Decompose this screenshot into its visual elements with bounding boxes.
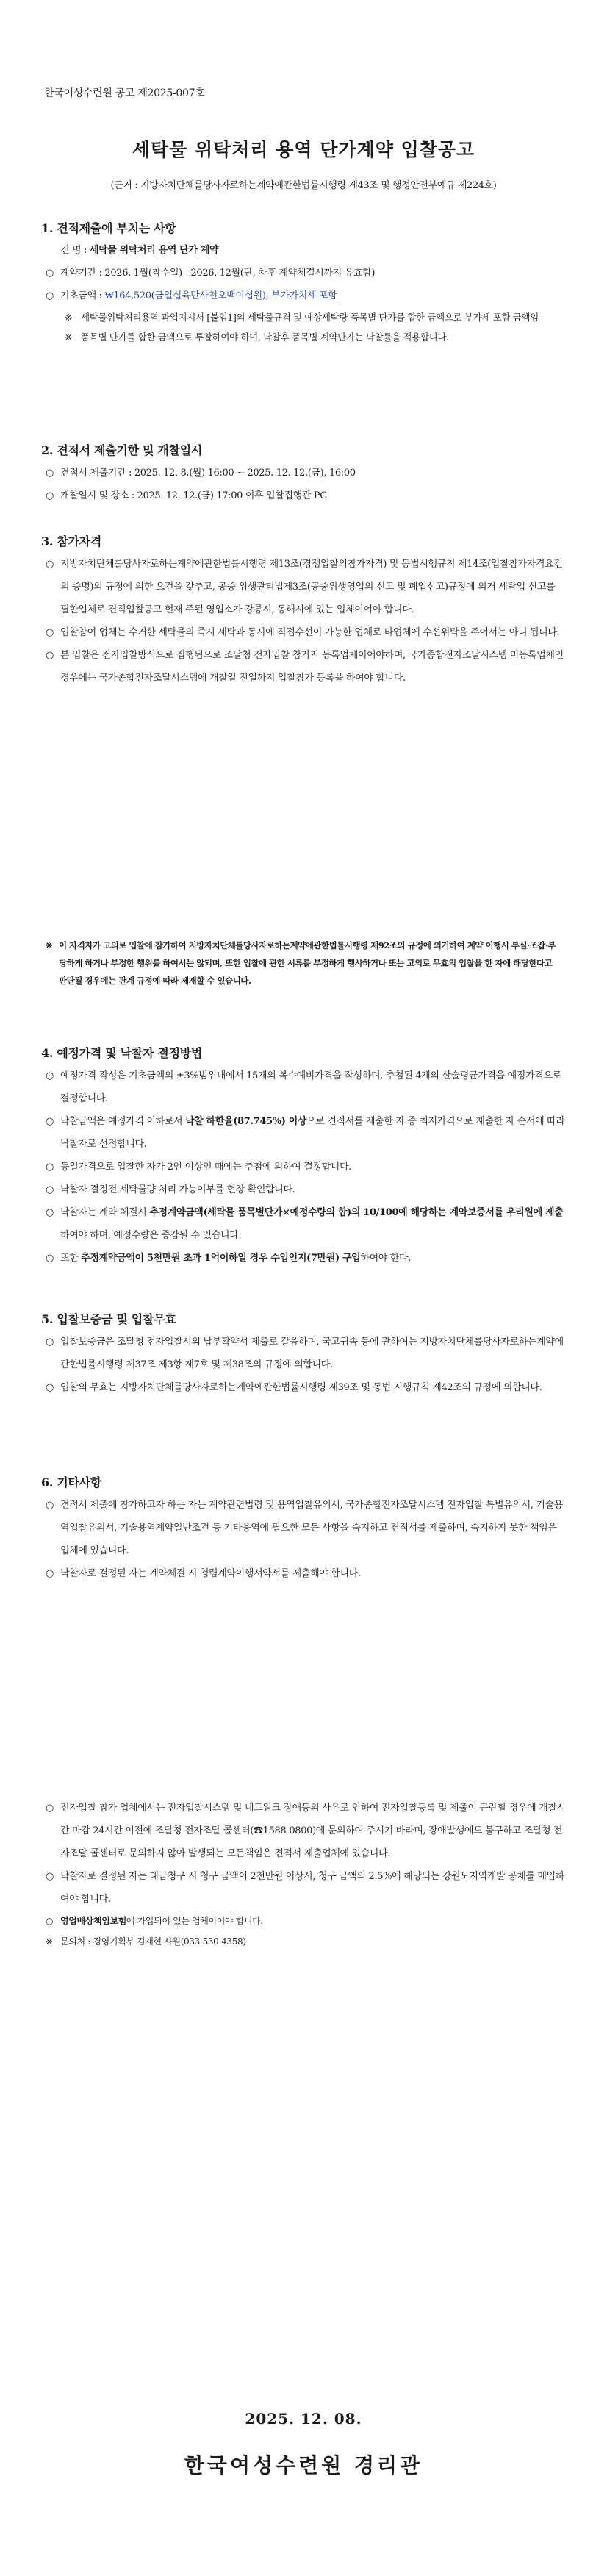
bullet-icon: ○	[46, 1568, 54, 1579]
section-5-heading: 5. 입찰보증금 및 입찰무효	[41, 1312, 176, 1326]
note-item: ※ 세탁물위탁처리용역 과업지시서 [붙임1]의 세탁물규격 및 예상세탁량 품목별 단가를 합한 금액으로 부가세 포함 금액임	[44, 307, 566, 327]
bullet-icon: ○	[46, 468, 54, 479]
list-item: ○ 또한 추정계약금액이 5천만원 초과 1억이하일 경우 수입인지(7만원) 구입하여야 한다.	[44, 1247, 566, 1270]
section-4-body	[44, 1065, 566, 1270]
bullet-icon: ○	[46, 290, 54, 301]
list-item: ○ 지방자치단체를당사자로하는계약에관한법률시행령 제13조(경쟁입찰의참가자격) 및 동법시행규칙 제14조(입찰참가자격요건의 증명)의 규정에 의한 요건을 갖추고, 공중 위생관리법제3조(공중위생영업의 신고 및 폐업신고)규정에 의거 세탁업 신고를 필한업체로 견적입찰공고 현재 주된 영업소가 강릉시, 동해시에 있는 업체이어야 합니다.	[44, 553, 566, 621]
base-price	[44, 285, 566, 307]
page-title: 세탁물 위탁처리 용역 단가계약 입찰공고	[132, 139, 475, 160]
section-4-heading: 4. 예정가격 및 낙찰자 결정방법	[41, 1046, 203, 1060]
list-item: ○ 낙찰자는 계약 체결시 추정계약금액(세탁물 품목별단가×예정수량의 합)의 10/100에 해당하는 계약보증서를 우리원에 제출하여야 하며, 예정수량은 증감될 수 있습니다.	[44, 1201, 566, 1247]
section-1-heading: 1. 견적제출에 부치는 사항	[41, 221, 176, 235]
list-item: ○ 영업배상책임보험에 가입되어 있는 업체이어야 합니다.	[44, 1911, 566, 1931]
additional-notes	[44, 1797, 566, 1952]
list-item: ○ 입찰의 무효는 지방자치단체를당사자로하는계약에관한법률시행령 제39조 및 동법 시행규칙 제42조의 규정에 의합니다.	[44, 1376, 566, 1399]
bullet-icon: ○	[46, 490, 54, 501]
list-item: ○ 전자입찰 참가 업체에서는 전자입찰시스템 및 네트워크 장애등의 사유로 인하여 전자입찰등록 및 제출이 곤란할 경우에 개찰시간 마감 24시간 이전에 조달청 전자조달 콜센터(☎1588-0800)에 문의하여 주시기 바라며, 장애발생에도 불구하고 조달청 전자조달 콜센터로 문의하지 않아 발생되는 모든책임은 견적서 제출업체에 있습니다.	[44, 1797, 566, 1865]
bullet-icon: ○	[46, 1162, 54, 1173]
base-price-value: ₩164,520(금일십육만사천오백이십원), 부가가치세 포함	[104, 290, 337, 301]
list-item: ○ 견적서 제출에 참가하고자 하는 자는 계약관련법령 및 용역입찰유의서, 국가종합전자조달시스템 전자입찰 특별유의서, 기술용역입찰유의서, 기술용역계약일반조건 등 기타용역에 필요한 모든 사항을 숙지하고 견적서를 제출하며, 숙지하지 못한 책임은 업체에 있습니다.	[44, 1494, 566, 1562]
list-item: ○ 견적서 제출기간 : 2025. 12. 8.(월) 16:00 ~ 2025. 12. 12.(금), 16:00	[44, 462, 566, 484]
bullet-icon: ○	[46, 1803, 54, 1814]
bullet-icon: ○	[46, 1070, 54, 1081]
note-icon: ※	[46, 940, 53, 951]
contract-name-label: 건 명 :	[60, 245, 87, 256]
bullet-icon: ○	[46, 627, 54, 638]
list-item: ○ 낙찰자 결정전 세탁물량 처리 가능여부를 현장 확인합니다.	[44, 1178, 566, 1201]
section-3-body	[44, 553, 566, 690]
contact-info: ※ 문의처 : 경영기획부 김재현 사원(033-530-4358)	[44, 1931, 566, 1952]
section-5-body	[44, 1331, 566, 1399]
section-1-body	[44, 239, 566, 347]
section-6-body	[44, 1494, 566, 1585]
note-icon: ※	[65, 312, 73, 323]
base-price-label: 기초금액 :	[60, 290, 105, 301]
contract-name-line	[44, 239, 566, 262]
lower-limit-rate: 낙찰 하한율(87.745%) 이상	[185, 1116, 307, 1127]
notice-date: 2025. 12. 08.	[245, 2410, 362, 2427]
notice-number: 한국여성수련원 공고 제2025-007호	[44, 87, 205, 99]
legal-basis: (근거 : 지방자치단체를당사자로하는계약에관한법률시행령 제43조 및 행정안전부예규 제224호)	[110, 180, 497, 191]
section-2-heading: 2. 견적서 제출기한 및 개찰일시	[41, 443, 203, 457]
section-2-body	[44, 462, 566, 507]
list-item: ○ 낙찰금액은 예정가격 이하로서 낙찰 하한율(87.745%) 이상으로 견적서를 제출한 자 중 최저가격으로 제출한 자 순서에 따라 낙찰자로 선정합니다.	[44, 1110, 566, 1156]
bullet-icon: ○	[46, 268, 54, 279]
bullet-icon: ○	[46, 1871, 54, 1882]
list-item: ○ 입찰참여 업체는 수거한 세탁물의 즉시 세탁과 동시에 직접수선이 가능한 업체로 타업체에 수선위탁을 주어서는 아니 됩니다.	[44, 621, 566, 644]
bullet-icon: ○	[46, 1184, 54, 1195]
bullet-icon: ○	[46, 1916, 54, 1926]
list-item: ○ 예정가격 작성은 기초금액의 ±3%범위내에서 15개의 복수예비가격을 작성하며, 추첨된 4개의 산술평균가격을 예정가격으로 결정합니다.	[44, 1065, 566, 1110]
bullet-icon: ○	[46, 1116, 54, 1127]
bullet-icon: ○	[46, 1207, 54, 1218]
contract-name-value: 세탁물 위탁처리 용역 단가 계약	[89, 245, 219, 256]
bullet-icon: ○	[46, 1500, 54, 1511]
sanction-warning: ※ 이 자격자가 고의로 입찰에 참가하여 지방자치단체를당사자로하는계약에관한법률시행령 제92조의 규정에 의거하여 계약 이행시 부실·조잡·부당하게 하거나 부정한 행위를 하여서는 않되며, 또한 입찰에 관한 서류를 부정하게 행사하거나 또는 고의로 무효의 입찰을 한 자에 해당한다고 판단될 경우에는 관계 규정에 따라 제재할 수 있습니다.	[59, 937, 556, 990]
list-item: ○ 낙찰자로 결정된 자는 계약체결 시 청렴계약이행서약서를 제출해야 합니다.	[44, 1562, 566, 1585]
section-3-heading: 3. 참가자격	[41, 534, 101, 548]
contract-period: ○ 계약기간 : 2026. 1월(착수일) - 2026. 12월(단, 차후 계약체결시까지 유효함)	[44, 262, 566, 285]
note-icon: ※	[65, 332, 73, 343]
bullet-icon: ○	[46, 1382, 54, 1393]
list-item: ○ 동일가격으로 입찰한 자가 2인 이상인 때에는 추첨에 의하여 결정합니다.	[44, 1156, 566, 1178]
section-6-heading: 6. 기타사항	[41, 1475, 101, 1489]
issuing-organization: 한국여성수련원 경리관	[184, 2453, 423, 2477]
bullet-icon: ○	[46, 650, 54, 661]
bullet-icon: ○	[46, 1337, 54, 1348]
list-item: ○ 본 입찰은 전자입찰방식으로 집행됨으로 조달청 전자입찰 참가자 등록업체이어야하며, 국가종합전자조달시스템 미등록업체인 경우에는 국가종합전자조달시스템에 개찰일 전일까지 입찰참가 등록을 하여야 합니다.	[44, 644, 566, 690]
note-icon: ※	[46, 1936, 53, 1947]
list-item: ○ 개찰일시 및 장소 : 2025. 12. 12.(금) 17:00 이후 입찰집행관 PC	[44, 484, 566, 507]
bullet-icon: ○	[46, 559, 54, 570]
list-item: ○ 입찰보증금은 조달청 전자입찰시의 납부확약서 제출로 갈음하며, 국고귀속 등에 관하여는 지방자치단체를당사자로하는계약에관한법률시행령 제37조 제3항 제7호 및 제38조의 규정에 의합니다.	[44, 1331, 566, 1376]
note-item: ※ 품목별 단가를 합한 금액으로 투찰하여야 하며, 낙찰후 품목별 계약단가는 낙찰률을 적용합니다.	[44, 327, 566, 347]
bullet-icon: ○	[46, 1253, 54, 1264]
list-item: ○ 낙찰자로 결정된 자는 대금청구 시 청구 금액이 2천만원 이상시, 청구 금액의 2.5%에 해당되는 강원도지역개발 공채를 매입하여야 합니다.	[44, 1865, 566, 1911]
